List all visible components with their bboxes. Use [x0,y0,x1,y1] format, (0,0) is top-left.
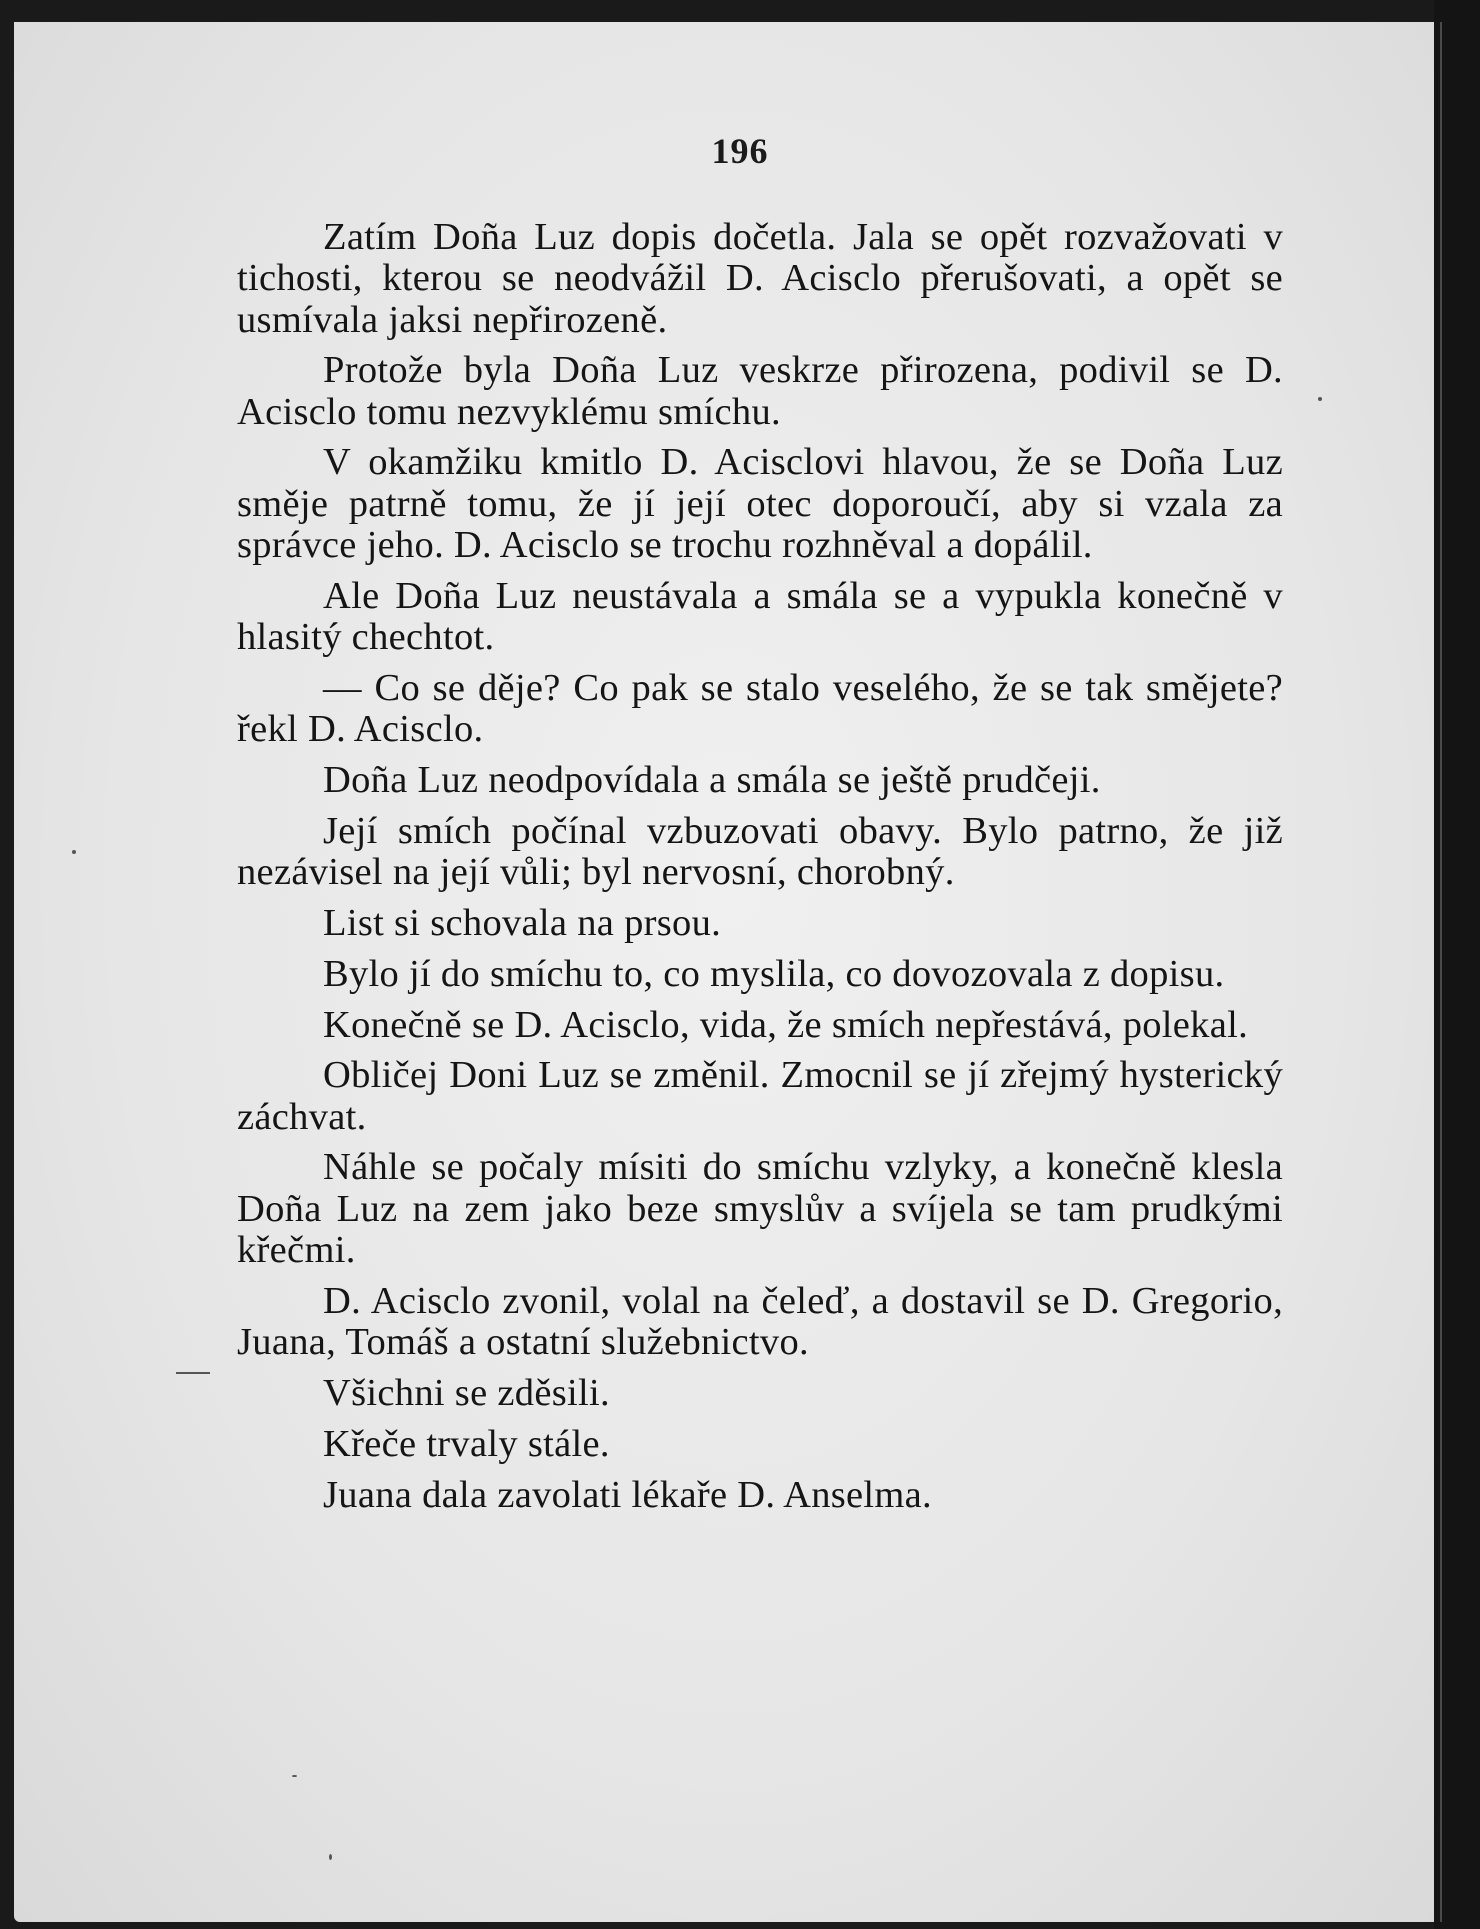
scan-speck [1318,397,1322,401]
page-edge-line [1440,22,1442,1922]
paragraph: Konečně se D. Acisclo, vida, že smích nepřestává, polekal. [323,1003,1249,1046]
page-number: 196 [711,131,769,171]
paragraph: — Co se děje? Co pak se stalo veselého, že se tak smějete? řekl D. Acisclo. [237,666,1283,751]
paragraph: Její smích počínal vzbuzovati obavy. Bylo patrno, že již nezávisel na její vůli; byl nervosní, chorobný. [237,809,1283,894]
scan-speck [329,1854,332,1860]
scan-speck [72,850,76,854]
paragraph: Všichni se zděsili. [323,1371,610,1414]
paragraph: Zatím Doña Luz dopis dočetla. Jala se opět rozvažovati v tichosti, kterou se neodvážil D. Acisclo přerušovati, a opět se usmívala jaksi nepřirozeně. [237,216,1283,341]
paragraph: Ale Doña Luz neustávala a smála se a vypukla konečně v hlasitý chechtot. [237,574,1283,659]
body-text [237,217,1283,1525]
paragraph: Juana dala zavolati lékaře D. Anselma. [323,1473,932,1516]
paragraph: Náhle se počaly mísiti do smíchu vzlyky, a konečně klesla Doña Luz na zem jako beze smyslův a svíjela se tam prudkými křečmi. [237,1146,1283,1272]
scan-speck [292,1775,297,1777]
paragraph: Křeče trvaly stále. [323,1422,610,1465]
paragraph: V okamžiku kmitlo D. Acisclovi hlavou, že se Doña Luz směje patrně tomu, že jí její otec doporoučí, aby si vzala za správce jeho. D. Acisclo se trochu rozhněval a dopálil. [237,441,1283,567]
paragraph: Doña Luz neodpovídala a smála se ještě prudčeji. [323,759,1101,802]
paragraph: List si schovala na prsou. [323,901,722,944]
paragraph: Obličej Doni Luz se změnil. Zmocnil se jí zřejmý hysterický záchvat. [237,1054,1283,1138]
paragraph: D. Acisclo zvonil, volal na čeleď, a dostavil se D. Gregorio, Juana, Tomáš a ostatní služebnictvo. [237,1279,1283,1364]
paragraph: Bylo jí do smíchu to, co myslila, co dovozovala z dopisu. [323,952,1225,995]
paragraph: Protože byla Doña Luz veskrze přirozena, podivil se D. Acisclo tomu nezvyklému smíchu. [237,349,1283,433]
margin-mark [176,1372,210,1374]
